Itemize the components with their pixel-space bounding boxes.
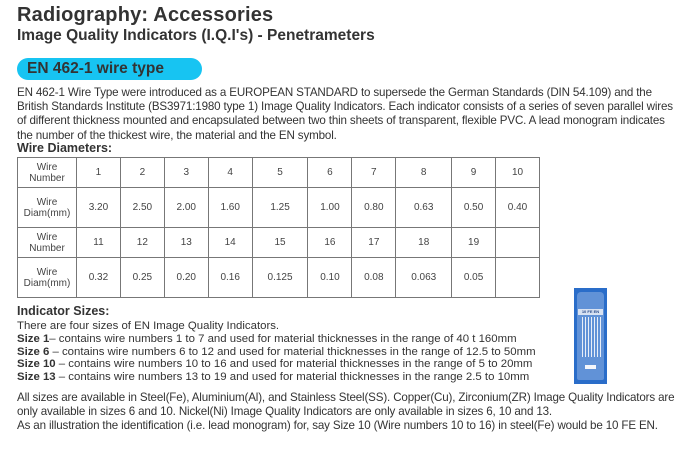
table-cell: 0.25 [120, 258, 164, 298]
table-cell: 0.32 [77, 258, 121, 298]
table-cell: 0.10 [308, 258, 352, 298]
table-cell: 7 [352, 158, 396, 188]
table-cell: 0.05 [452, 258, 496, 298]
indicator-sizes-lead: There are four sizes of EN Image Quality Indicators. [17, 320, 280, 332]
table-cell: 0.063 [396, 258, 452, 298]
table-row [18, 228, 540, 258]
table-cell: 2.00 [164, 188, 208, 228]
table-cell: 0.20 [164, 258, 208, 298]
table-row [18, 258, 540, 298]
table-cell: 0.08 [352, 258, 396, 298]
table-cell: 17 [352, 228, 396, 258]
table-cell: 0.40 [496, 188, 540, 228]
table-cell: 8 [396, 158, 452, 188]
size-item: Size 1– contains wire numbers 1 to 7 and used for material thicknesses in the range of 40 t 160mm [17, 332, 517, 345]
page-title: Radiography: Accessories [17, 4, 274, 26]
iqi-product-photo [574, 288, 607, 384]
table-cell: 3.20 [77, 188, 121, 228]
size-item: Size 13 – contains wire numbers 13 to 19 and used for material thicknesses in the range 2.5 to 10mm [17, 371, 530, 384]
intro-paragraph: EN 462-1 Wire Type were introduced as a EUROPEAN STANDARD to supersede the German Standards (DIN 54.109) and the British Standards Institute (BS3971:1980 type 1) Image Quality Indicators. Each indicator consists of a series of seven parallel wires of different thickness mounted and encapsulated between two thin sheets of transparent, flexible PVC. A lead monogram indicates the number of the thickest wire, the material and the EN symbol. [17, 86, 673, 142]
table-cell: 13 [164, 228, 208, 258]
table-cell: 2.50 [120, 188, 164, 228]
row-label: Wire Diam(mm) [18, 258, 77, 298]
table-cell: 1.25 [252, 188, 308, 228]
table-cell: 9 [452, 158, 496, 188]
table-cell: 16 [308, 228, 352, 258]
table-cell: 12 [120, 228, 164, 258]
table-cell: 0.80 [352, 188, 396, 228]
table-cell: 11 [77, 228, 121, 258]
lead-monogram: 10 FE EN [578, 309, 603, 315]
section-badge: EN 462-1 wire type [17, 58, 202, 80]
table-cell: 1 [77, 158, 121, 188]
table-cell: 1.00 [308, 188, 352, 228]
availability-paragraph: All sizes are available in Steel(Fe), Aluminium(Al), and Stainless Steel(SS). Copper(Cu), Zirconium(ZR) Image Quality Indicators are only available in sizes 6 and 10. Nickel(Ni) Image Quality Indicators are only available in sizes 6, 10 and 13. [17, 391, 675, 419]
indicator-sizes-list [17, 320, 536, 384]
table-cell [496, 258, 540, 298]
table-cell: 18 [396, 228, 452, 258]
row-label: Wire Diam(mm) [18, 188, 77, 228]
table-cell: 0.16 [208, 258, 252, 298]
row-label: Wire Number [18, 228, 77, 258]
table-cell: 14 [208, 228, 252, 258]
row-label: Wire Number [18, 158, 77, 188]
table-cell: 15 [252, 228, 308, 258]
table-row [18, 188, 540, 228]
table-cell: 10 [496, 158, 540, 188]
table-cell: 1.60 [208, 188, 252, 228]
table-cell: 5 [252, 158, 308, 188]
table-cell: 4 [208, 158, 252, 188]
table-cell: 2 [120, 158, 164, 188]
indicator-sizes-heading: Indicator Sizes: [17, 304, 110, 318]
id-tag [585, 365, 596, 369]
table-cell: 19 [452, 228, 496, 258]
table-cell: 0.63 [396, 188, 452, 228]
table-cell: 0.50 [452, 188, 496, 228]
size-item: Size 10 – contains wire numbers 10 to 16 and used for material thicknesses in the range of 5 to 20mm [17, 358, 533, 371]
table-cell: 0.125 [252, 258, 308, 298]
wire-diameters-table [17, 157, 540, 298]
table-cell [496, 228, 540, 258]
wire-diameters-heading: Wire Diameters: [17, 141, 113, 155]
table-cell: 3 [164, 158, 208, 188]
illustration-paragraph: As an illustration the identification (i.e. lead monogram) for, say Size 10 (Wire numbers 10 to 16) in steel(Fe) would be 10 FE EN. [17, 419, 658, 433]
table-cell: 6 [308, 158, 352, 188]
table-row [18, 158, 540, 188]
availability-notes [17, 391, 677, 434]
page-subtitle: Image Quality Indicators (I.Q.I's) - Penetrameters [17, 27, 375, 44]
size-item: Size 6 – contains wire numbers 6 to 12 and used for material thicknesses in the range of 12.5 to 50mm [17, 345, 536, 358]
